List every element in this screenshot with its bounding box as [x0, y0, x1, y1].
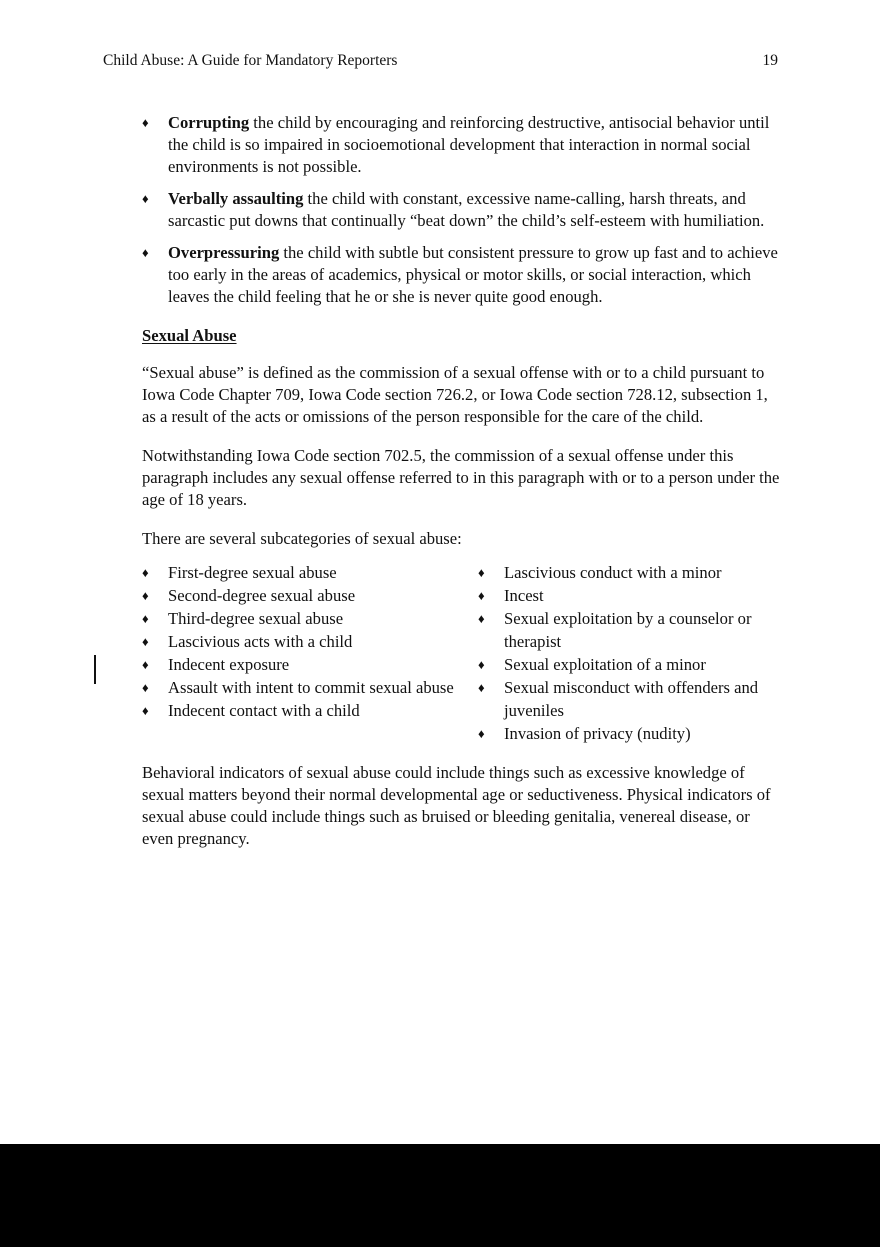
- list-item: ♦ Lascivious acts with a child: [142, 630, 478, 653]
- list-item: ♦ Indecent exposure: [142, 653, 478, 676]
- bullet-text: the child with subtle but consistent pressure to grow up fast and to achieve too early in the areas of academics, physical or motor skills, or social interaction, which leaves the child feeling that he or she is never quite good enough.: [168, 243, 778, 306]
- subcategories-columns: [142, 561, 782, 745]
- subcategory-list-right: [478, 561, 782, 745]
- list-item: ♦ Assault with intent to commit sexual abuse: [142, 676, 478, 699]
- bullet-term: Corrupting: [168, 113, 250, 132]
- subcategory-list-left: [142, 561, 478, 722]
- list-item: ♦ Sexual exploitation of a minor: [478, 653, 782, 676]
- definition-paragraph: “Sexual abuse” is defined as the commission of a sexual offense with or to a child pursuant to Iowa Code Chapter 709, Iowa Code section 726.2, or Iowa Code section 728.12, subsection 1, as a result of the acts or omissions of the person responsible for the care of the child.: [142, 363, 768, 426]
- subcategories-right-column: [478, 561, 782, 745]
- indicators-paragraph: Behavioral indicators of sexual abuse could include things such as excessive knowledge of sexual matters beyond their normal developmental age or seductiveness. Physical indicators of sexual abuse could include things such as bruised or bleeding genitalia, venereal disease, or even pregnancy.: [142, 763, 771, 848]
- list-item: ♦ Indecent contact with a child: [142, 699, 478, 722]
- list-item: ♦ Sexual misconduct with offenders and juveniles: [478, 676, 782, 722]
- list-item: ♦ Lascivious conduct with a minor: [478, 561, 782, 584]
- running-header: [103, 51, 778, 71]
- list-item: ♦ First-degree sexual abuse: [142, 561, 478, 584]
- bullet-text: the child by encouraging and reinforcing destructive, antisocial behavior until the child is so impaired in socioemotional development that interaction in normal social environments is not possible.: [168, 113, 770, 176]
- bullet-item-verbally-assaulting: [142, 188, 782, 232]
- page-number: 19: [762, 52, 778, 69]
- bullet-term: Verbally assaulting: [168, 189, 304, 208]
- list-item: ♦ Third-degree sexual abuse: [142, 607, 478, 630]
- notwithstanding-paragraph: Notwithstanding Iowa Code section 702.5, the commission of a sexual offense under this paragraph includes any sexual offense referred to in this paragraph with or to a person under the age of 18 years.: [142, 446, 780, 509]
- section-heading: Sexual Abuse: [142, 326, 237, 345]
- bullet-item-corrupting: [142, 112, 782, 178]
- list-item: ♦ Sexual exploitation by a counselor or therapist: [478, 607, 782, 653]
- subcategories-intro: There are several subcategories of sexual abuse:: [142, 529, 462, 548]
- list-item: ♦ Invasion of privacy (nudity): [478, 722, 782, 745]
- bullet-text: the child with constant, excessive name-calling, harsh threats, and sarcastic put downs that continually “beat down” the child’s self-esteem with humiliation.: [168, 189, 765, 230]
- bullet-item-overpressuring: [142, 242, 782, 308]
- header-title: Child Abuse: A Guide for Mandatory Reporters: [103, 52, 398, 69]
- page-content: [142, 112, 782, 867]
- bullet-term: Overpressuring: [168, 243, 280, 262]
- list-item: ♦ Second-degree sexual abuse: [142, 584, 478, 607]
- subcategories-left-column: [142, 561, 478, 745]
- emotional-abuse-bullets: [142, 112, 782, 308]
- list-item: ♦ Incest: [478, 584, 782, 607]
- revision-change-bar: [94, 655, 96, 684]
